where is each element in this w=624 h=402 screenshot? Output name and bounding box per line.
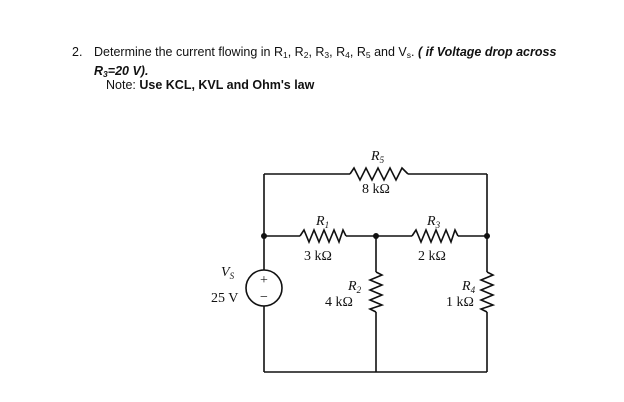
r3-name: $R_3$ (427, 214, 441, 230)
sep-5: and V (370, 45, 407, 59)
sub-2: 2 (303, 50, 309, 60)
sep-6: . (410, 45, 415, 59)
r1-name: $R_1$ (316, 214, 330, 230)
node-dot-center (373, 233, 379, 239)
r5-value: 8 kΩ (362, 182, 390, 197)
question-text: Determine the current flowing in R (94, 45, 283, 59)
r5-name: $R_5$ (371, 149, 385, 165)
node-dot-right (484, 233, 490, 239)
r1-value: 3 kΩ (304, 249, 332, 264)
r2-value: 4 kΩ (325, 295, 353, 310)
r4-value: 1 kΩ (446, 295, 474, 310)
condition-sub: 3 (103, 69, 108, 79)
sub-1: 1 (282, 50, 288, 60)
node-dot-left (261, 233, 267, 239)
resistor-r4 (481, 272, 493, 312)
source-minus-sign: − (260, 290, 268, 305)
r3-value: 2 kΩ (418, 249, 446, 264)
sep-1: , R (287, 45, 304, 59)
r2-name: $R_2$ (348, 279, 362, 295)
r4-name: $R_4$ (462, 279, 476, 295)
note-text: Use KCL, KVL and Ohm's law (139, 78, 315, 92)
condition-value: =20 V). (107, 64, 149, 78)
resistor-r3 (412, 230, 458, 242)
condition-text: ( if Voltage drop across (417, 45, 557, 59)
sep-3: , R (329, 45, 346, 59)
sub-5: 5 (365, 50, 371, 60)
source-value: 25 V (211, 291, 239, 306)
resistor-r1 (300, 230, 346, 242)
source-plus-sign: + (260, 273, 268, 288)
question-number: 2. (72, 45, 83, 59)
condition-r: R (94, 64, 104, 78)
resistor-r2 (370, 272, 382, 312)
sub-3: 3 (324, 50, 330, 60)
sep-4: , R (349, 45, 366, 59)
sub-4: 4 (345, 50, 350, 60)
source-name: $V_S$ (221, 265, 235, 281)
sub-s: s (406, 50, 411, 60)
sep-2: , R (308, 45, 325, 59)
note-label: Note: (106, 78, 140, 92)
resistor-r5 (350, 168, 408, 180)
